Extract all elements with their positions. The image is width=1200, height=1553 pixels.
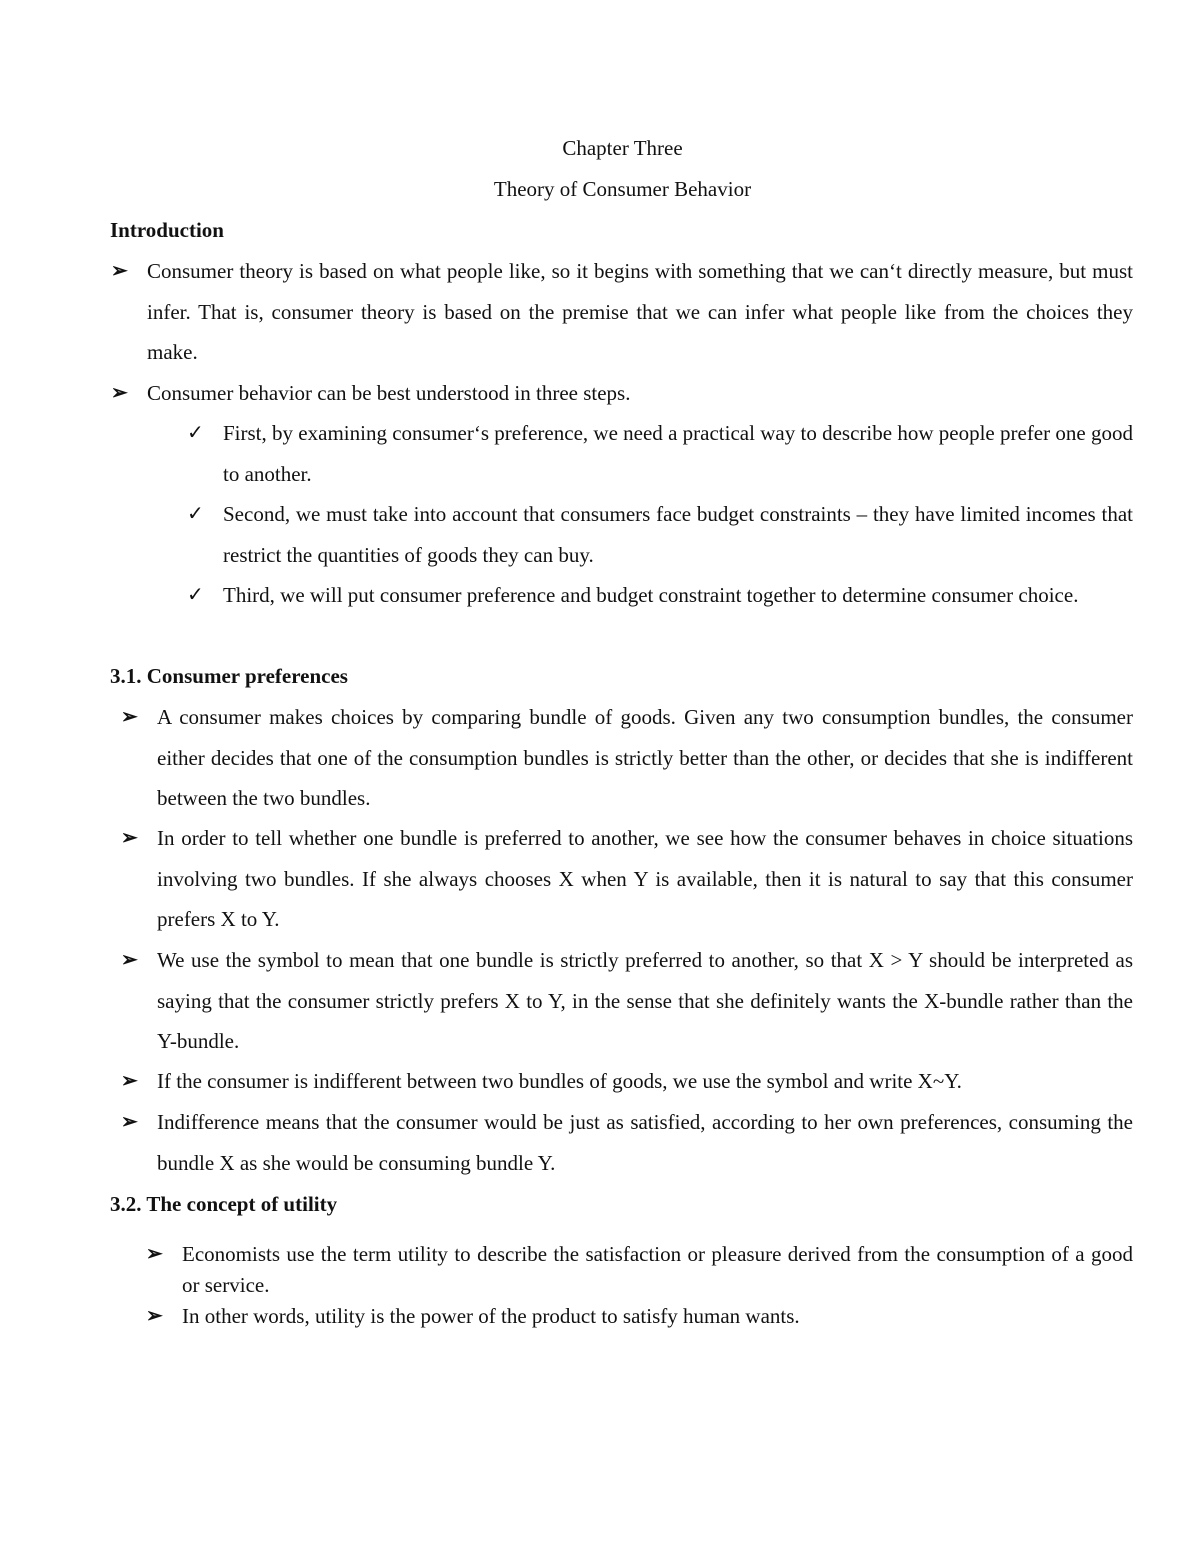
arrow-bullet-icon: ➢: [121, 827, 138, 849]
arrow-bullet-icon: ➢: [121, 706, 138, 728]
check-bullet-icon: ✓: [187, 503, 204, 525]
arrow-bullet-icon: ➢: [111, 260, 128, 282]
preference-bullet-text: If the consumer is indifferent between two bundles of goods, we use the symbol and write X~Y.: [157, 1069, 962, 1093]
preference-bullet-text: Indifference means that the consumer would be just as satisfied, according to her own preferences, consuming the bundle X as she would be consuming bundle Y.: [157, 1110, 1133, 1175]
arrow-bullet-icon: ➢: [111, 382, 128, 404]
introduction-heading: Introduction: [110, 218, 224, 242]
arrow-bullet-icon: ➢: [146, 1243, 163, 1265]
arrow-bullet-icon: ➢: [146, 1305, 163, 1327]
list-item: [146, 1239, 1133, 1301]
list-item: [111, 373, 1133, 414]
step-text: Third, we will put consumer preference and budget constraint together to determine consumer choice.: [223, 583, 1079, 607]
section-3-1-heading: 3.1. Consumer preferences: [110, 664, 348, 688]
preference-bullet-text: A consumer makes choices by comparing bundle of goods. Given any two consumption bundles, the consumer either decides that one of the consumption bundles is strictly better than the other, or decides that she is indifferent between the two bundles.: [157, 705, 1133, 810]
check-bullet-icon: ✓: [187, 422, 204, 444]
preference-bullet-text: We use the symbol to mean that one bundle is strictly preferred to another, so that X > Y should be interpreted as saying that the consumer strictly prefers X to Y, in the sense that she definitely wants the X-bundle rather than the Y-bundle.: [157, 948, 1133, 1053]
section-3-2-heading: 3.2. The concept of utility: [110, 1192, 338, 1216]
check-bullet-icon: ✓: [187, 584, 204, 606]
intro-bullet-text: Consumer theory is based on what people like, so it begins with something that we can‘t directly measure, but must infer. That is, consumer theory is based on the premise that we can infer what people like from the choices they make.: [147, 259, 1133, 364]
chapter-title: Theory of Consumer Behavior: [493, 177, 752, 201]
arrow-bullet-icon: ➢: [121, 1070, 138, 1092]
list-item: [121, 1061, 1133, 1102]
list-item: [146, 1301, 1133, 1332]
chapter-number: Chapter Three: [562, 136, 683, 160]
utility-bullet-text: Economists use the term utility to describe the satisfaction or pleasure derived from the consumption of a good or service.: [182, 1242, 1133, 1297]
list-item: [121, 818, 1133, 940]
utility-bullet-text: In other words, utility is the power of the product to satisfy human wants.: [182, 1304, 800, 1328]
arrow-bullet-icon: ➢: [121, 1111, 138, 1133]
step-text: Second, we must take into account that consumers face budget constraints – they have limited incomes that restrict the quantities of goods they can buy.: [223, 502, 1133, 567]
preference-bullet-text: In order to tell whether one bundle is preferred to another, we see how the consumer behaves in choice situations involving two bundles. If she always chooses X when Y is available, then it is natural to say that this consumer prefers X to Y.: [157, 826, 1133, 931]
arrow-bullet-icon: ➢: [121, 949, 138, 971]
list-item: [187, 494, 1133, 575]
list-item: [121, 940, 1133, 1062]
list-item: [111, 251, 1133, 373]
list-item: [121, 1102, 1133, 1183]
list-item: [187, 575, 1133, 616]
step-text: First, by examining consumer‘s preference, we need a practical way to describe how people prefer one good to another.: [223, 421, 1133, 486]
list-item: [187, 413, 1133, 494]
intro-bullet-text: Consumer behavior can be best understood in three steps.: [147, 381, 631, 405]
list-item: [121, 697, 1133, 819]
